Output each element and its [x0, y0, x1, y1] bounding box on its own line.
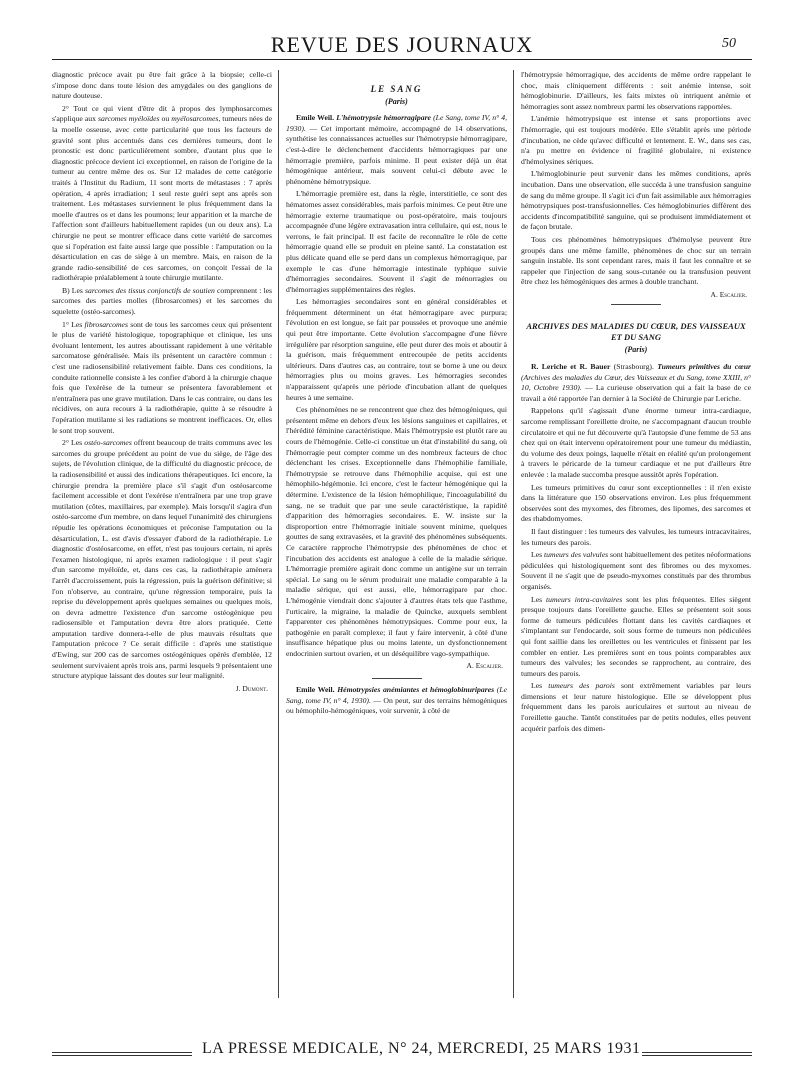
paragraph [52, 286, 272, 318]
text-run: offrent beaucoup de traits communs avec les sarcomes du groupe précédent au point de vue du siège, de l'âge des sujets, de l'évolution clinique, de la difficulté du diagnostic précoce, de la radiosensibilité et aussi des indications thérapeutiques. Ici encore, la chirurgie prendra la première place s'il s'agit d'un ostéosarcome facilement accessible et dont l'exérèse n'entraînera par une trop grave mutilation (côtes, maxillaires, par exemple). Mais lorsqu'il s'agira d'un ostéo-sarcome d'un membre, on dans lequel l'unanimité des chirurgiens répudie les opérations économiques et préconise l'amputation ou la désarticulation, L. est d'avis d'essayer d'abord de la radiothérapie. Le diagnostic d'ostéosarcome, en effet, n'est pas toujours certain, ni après l'examen histologique, ni après examen radiologique : il peut s'agir d'un sarcome myéloïde, et, dans ces cas, la radiothérapie amènera l'arrêt d'accroissement, puis la régression, puis la guérison définitive; si l'on n'observe, au contraire, qu'une régression temporaire, puis la reprise du développement après quelques semaines ou quelques mois, on devra admettre l'existence d'un sarcome ostéogénique peu radiosensible et l'amputation devra être alors pratiquée. Cette amputation tardive donnera-t-elle de plus mauvais résultats que l'amputation précoce ? Ce serait difficile : d'après une statistique d'Ewing, sur 200 cas de sarcomes ostéogéniques opérés d'emblée, 12 seulement survivaient après trois ans, parmi lesquels 9 présentaient une structure atypique laissant des doutes sur leur malignité. [52, 438, 272, 681]
text-run: Les [531, 550, 545, 560]
page-footer [52, 1040, 752, 1066]
text-run: tumeurs intra-cavitaires [546, 594, 623, 604]
column-1 [52, 70, 272, 1035]
footer-rule [642, 1052, 752, 1056]
text-run: B) Les [62, 285, 86, 295]
paragraph: Les hémorragies secondaires sont en général considérables et fréquemment déterminent un état hémorragipare avec purpura; l'évolution en est longue, se fait par poussées et provoque une anémie qui peut être importante. Cette évolution s'accompagne d'une fièvre irrégulière par résorption sanguine, elle peut durer des mois et aboutir à la guérison, mais fréquemment entrecoupée de petits accidents ultérieurs. Dans d'autres cas, au contraire, tout se borne à une ou deux hémorragies plus ou moins graves. Les hémorragies secondes n'apparaissent qu'après une période d'incubation allant de quelques heures à une semaine. [286, 297, 507, 402]
paragraph: l'hémotrypsie hémorragique, des accidents de même ordre rappelant le choc, mais cliniquement différents : soit anémie intense, soit hémoglobinurie. D'ailleurs, les faits mixtes où intriquent anémie et hémorragies sont assez nombreux parmi les observations rapportées. [521, 70, 751, 111]
text-run: tumeurs des parois [548, 681, 615, 691]
article-reference: (Archives des maladies du Cœur, des Vaisseaux et du Sang, tome XXIII, n° 10, Octobre 1930). [521, 372, 751, 393]
text-run: — Cet important mémoire, accompagné de 14 observations, synthétise les connaissances actuelles sur l'hémotrypsie hémorragipare, c'est-à-dire le déclenchement d'accidents hémorragiques par une hémorragie première, parfois minime. Il peut exister déjà un état hémogénique antérieur, mais souvent celui-ci débute avec le phénomène hémotrypsique. [286, 123, 507, 186]
paragraph: Tous ces phénomènes hémotrypsiques d'hémolyse peuvent être groupés dans une même famille, phénomènes de choc sur un terrain sanguin instable. Ils sont cependant rares, mais il faut les connaître et se rappeler que l'injection de sang sous-cutanée ou la transfusion peuvent être chez les hémogéniques des armes à double tranchant. [521, 234, 751, 287]
column-2 [286, 70, 507, 1035]
section-subtitle: (Paris) [624, 345, 648, 355]
journal-section-title: REVUE DES JOURNAUX [270, 32, 534, 57]
page-header [52, 28, 752, 58]
signature: J. Dumont. [235, 683, 268, 693]
article-author: Emile Weil. [296, 685, 335, 695]
text-run: tumeurs des valvules [544, 550, 609, 560]
paragraph [521, 550, 751, 592]
page-number: 50 [722, 36, 736, 51]
paragraph: L'hémoglobinurie peut survenir dans les mêmes conditions, après incubation. Dans une observation, elle succéda à une transfusion sanguine de sang du même groupe. Il s'agit ici d'un fait assimilable aux hémorragies hémotrypsiques post-transfusionnelles. Ces hémoglobinuries diffèrent des accidents d'incompatibilité sanguine, qui se produisent immédiatement et de façon brutale. [521, 169, 751, 232]
paragraph [52, 438, 272, 682]
text-run: ou [159, 114, 172, 124]
article-divider [611, 304, 661, 305]
text-run: sont de tous les sarcomes ceux qui présentent le plus de variété histologique, topographique et clinique, les uns évoluant lentement, les autres aboutissant rapidement à une véritable sarcomatose généralisée. Mais ils présentent un caractère commun : c'est une radiosensibilité relativement faible. Dans ces conditions, la conduite rationnelle consiste à les confier d'abord à la chirurgie chaque fois que l'exérèse de la tumeur se présentera favorablement et n'entraînera pas une grave mutilation. Dans le cas contraire, ou dans les récidives, on aura recours à la radiothérapie, quitte à se résoudre à l'opération mutilante si les radiations se montrent inefficaces. Or, elles le sont trop souvent. [52, 319, 272, 435]
text-run: comprennent : les sarcomes des parties molles (fibrosarcomes) et les sarcomes du squelette (ostéo-sarcomes). [52, 285, 272, 317]
article-author: R. Leriche et R. Bauer [531, 362, 611, 372]
text-run: Les [531, 594, 547, 604]
paragraph [521, 595, 751, 680]
text-run: (Strasbourg). [610, 362, 658, 372]
article-title: Tumeurs primitives du cœur [657, 362, 751, 372]
footer-text: LA PRESSE MEDICALE, N° 24, MERCREDI, 25 MARS 1931 [202, 1040, 641, 1057]
text-run: 1° Les [62, 319, 85, 329]
text-run: sont extrêmement variables par leurs dimensions et leur nature histologique. Elle se développent plus fréquemment dans les parois auriculaires et surtout au niveau de l'oreillette gauche. Tantôt constituées par de petits nodules, elles peuvent acquérir parfois des dimen- [521, 681, 751, 733]
column-3 [521, 70, 751, 1035]
column-divider [513, 70, 514, 998]
paragraph: diagnostic précoce avait pu être fait grâce à la biopsie; celle-ci s'impose donc dans toute lésion des amygdales ou des ganglions de nature douteuse. [52, 70, 272, 101]
article-lead [286, 113, 507, 187]
article-divider [372, 678, 422, 679]
paragraph: L'anémie hémotrypsique est intense et sans proportions avec l'hémorragie, qui est toujours modérée. Elle s'établit après une période d'incubation, ne cède qu'avec difficulté et lentement. E. W., dans ses cas, n'a pu mettre en évidence ni fragilité globulaire, ni existence d'hémolysines sériques. [521, 114, 751, 166]
paragraph [521, 681, 751, 734]
section-title: LE SANG [370, 84, 423, 94]
article-reference: (Le Sang, tome IV, n° 4, 1930). [286, 685, 507, 705]
paragraph: L'hémorragie première est, dans la règle, interstitielle, ce sont des hématomes assez considérables, mais parfois minimes. Ce peut être une hémorragie externe traumatique ou post-opératoire, mais toujours accompagnée d'une légère extravasation intra cellulaire, qui est, nous le verrons, le fait principal. Il est facile de reconnaître le rôle de cette hémorragie quand elle se produit en pleine santé. La constatation est plus délicate quand elle se perd dans un complexus hémorragique, par exemple le cas d'une hémorragie intestinale typhique suivie d'hémorragies secondaires. Souvent il s'agit de ménorragies ou d'hémorragies supplémentaires des règles. [286, 189, 507, 294]
article-author: Emile Weil. [296, 113, 335, 123]
article-reference: (Le Sang, tome IV, n° 4, 1930). [286, 113, 507, 133]
article-lead [521, 362, 751, 404]
paragraph: Ces phénomènes ne se rencontrent que chez des hémogéniques, qui présentent même en dehors d'eux les lésions sanguines et capillaires, et l'hérédité féminine caractéristique. Mais l'hémotrypsie est plutôt rare au cours de l'hémogénie. Celle-ci constitue un état d'instabilité du sang, où l'hémorragie peut compter comme un des nombreux facteurs de choc déclenchant les crises. Exceptionnelle dans l'hémophilie familiale, l'hémotrypsie se retrouve dans l'hémophilie acquise, qui est une hémophilo-hégémonie. Ici encore, c'est le facteur hémogénique qui la détermine. L'existence de la lésion hémophilique, l'incoagulabilité du sang, ne se traduit que par une seule caractéristique, la rapidité d'apparition des hémorragies secondaires. E. W. insiste sur la disproportion entre l'hémorragie initiale souvent minime, quelques gouttes de sang extravasées, et la gravité des phénomènes subséquents. Ce caractère rapproche l'hémotrypsie des phénomènes de choc et l'incubation des accidents est analogue à celle de la maladie sérique. L'hémorragie première agirait donc comme un antigène sur un terrain spécial. Le sang ou le sérum produirait une maladie comparable à la maladie sérique, qui est aussi, elle, hémorragipare par choc. L'hémogénie viendrait donc s'ajouter à d'autres états tels que l'asthme, l'urticaire, la migraine, la maladie de Quincke, auxquels semblent l'apparenter ces phénomènes hémotrypsiques. Comme pour eux, la pathogénie en paraît complexe; il faut y faire intervenir, à côté d'une insuffisance hépatique plus ou moins latente, un dysfonctionnement endocrinien surtout ovarien, et un déséquilibre vago-sympathique. [286, 405, 507, 658]
paragraph: Les tumeurs primitives du cœur sont exceptionnelles : il n'en existe dans la littérature que 150 observations environ. Les plus fréquemment observées sont des myxomes, des fibromes, des lipomes, des sarcomes et des rhabdomyomes. [521, 482, 751, 524]
text-run: 2° Tout ce qui vient d'être dit à propos des lymphosarcomes s'applique aux [52, 103, 272, 124]
text-run: sarcomes myéloïdes [97, 114, 160, 124]
footer-rule [52, 1052, 192, 1056]
text-run: sont les plus fréquentes. Elles siègent presque toujours dans l'oreillette gauche. Elles se présentent soit sous forme de tumeurs pédiculées flottant dans les cavités cardiaques et s'implantant sur l'endocarde, soit sous forme de tumeurs non pédiculées qui font saillie dans les oreillettes ou les ventricules et finissent par les combler en entier. Les premières sont en tous points comparables aux tumeurs des valvules; les secondes se rapprochent, au contraire, des tumeurs des parois. [521, 594, 751, 678]
paragraph: Il faut distinguer : les tumeurs des valvules, les tumeurs intracavitaires, les tumeurs des parois. [521, 526, 751, 547]
text-run: 2° Les [62, 438, 85, 448]
article-title: Hémotrypsies anémiantes et hémoglobinuripares [337, 685, 495, 695]
article-title: L'hémotrypsie hémorragipare [336, 113, 431, 123]
text-run: fibrosarcomes [84, 319, 128, 329]
article-lead [286, 685, 507, 717]
section-subtitle: (Paris) [385, 96, 408, 106]
text-run: , tumeurs nées de la moelle osseuse, avec cette particularité que tous les facteurs de gravité sont plus accentués dans ces dernières tumeurs, dont le pronostic est donc particulièrement sombre, d'autant plus que le diagnostic précoce devient ici exceptionnel, en raison de l'origine de la tumeur au centre même des os. Sur 12 malades de cette catégorie traités à l'Institut du Radium, 11 sont morts de métastases : 7 après opération, 4 après irradiation; 1 seul reste guéri sept ans après son traitement. Les métastases surviennent le plus fréquemment dans la moelle d'autres os et dans les poumons; leur apparition et la marche de l'affection sont d'ailleurs habituellement rapides (un ou deux ans). La chirurgie ne peut se montrer efficace dans cette variété de sarcomes que si l'opération est faite aussi large que possible : l'amputation ou la désarticulation en cas de siège à un membre. Mais, en raison de la grande radio-sensibilité de ces sarcomes, on conçoit l'essai de la radiothérapie préalablement à toute chirurgie mutilante. [52, 114, 272, 283]
paragraph [52, 104, 272, 284]
paragraph: Rappelons qu'il s'agissait d'une énorme tumeur intra-cardiaque, sarcome remplissant l'oreillette droite, ne s'accompagnant d'aucun trouble circulatoire et qui ne fut découverte qu'à l'autopsie d'une femme de 53 ans chez qui on était intervenu opératoirement pour une tumeur du médiastin, du volume des deux poings, laquelle n'était en réalité qu'un prolongement à travers le péricarde de la tumeur cardiaque et ne put d'ailleurs être enlevée : la malade succomba presque aussitôt après l'opération. [521, 406, 751, 479]
section-title: ARCHIVES DES MALADIES DU CŒUR, DES VAISSEAUX ET DU SANG [526, 321, 746, 343]
signature: A. Escalier. [710, 289, 747, 299]
column-divider [278, 70, 279, 998]
signature: A. Escalier. [466, 661, 503, 671]
text-run: — La curieuse observation qui a fait la base de ce travail a été rapportée l'an dernier à la Société de Chirurgie par Leriche. [521, 383, 751, 403]
text-run: sont habituellement des petites néoformations pédiculées qui histologiquement sont des fibromes ou des myxomes. Souvent il ne s'agit que de pseudo-myxomes constitués par des thrombus organisés. [521, 550, 751, 591]
header-rule [52, 59, 752, 60]
text-run: ostéo-sarcomes [84, 438, 132, 448]
text-run: myélosarcomes [171, 114, 219, 124]
page-body [52, 70, 752, 1035]
text-run: — On peut, sur des terrains hémogéniques ou hémophilo-hémogéniques, voir survenir, à côté de [286, 695, 507, 716]
text-run: Les [531, 681, 549, 691]
text-run: sarcomes des tissus conjonctifs de soutien [85, 285, 215, 295]
paragraph [52, 320, 272, 437]
